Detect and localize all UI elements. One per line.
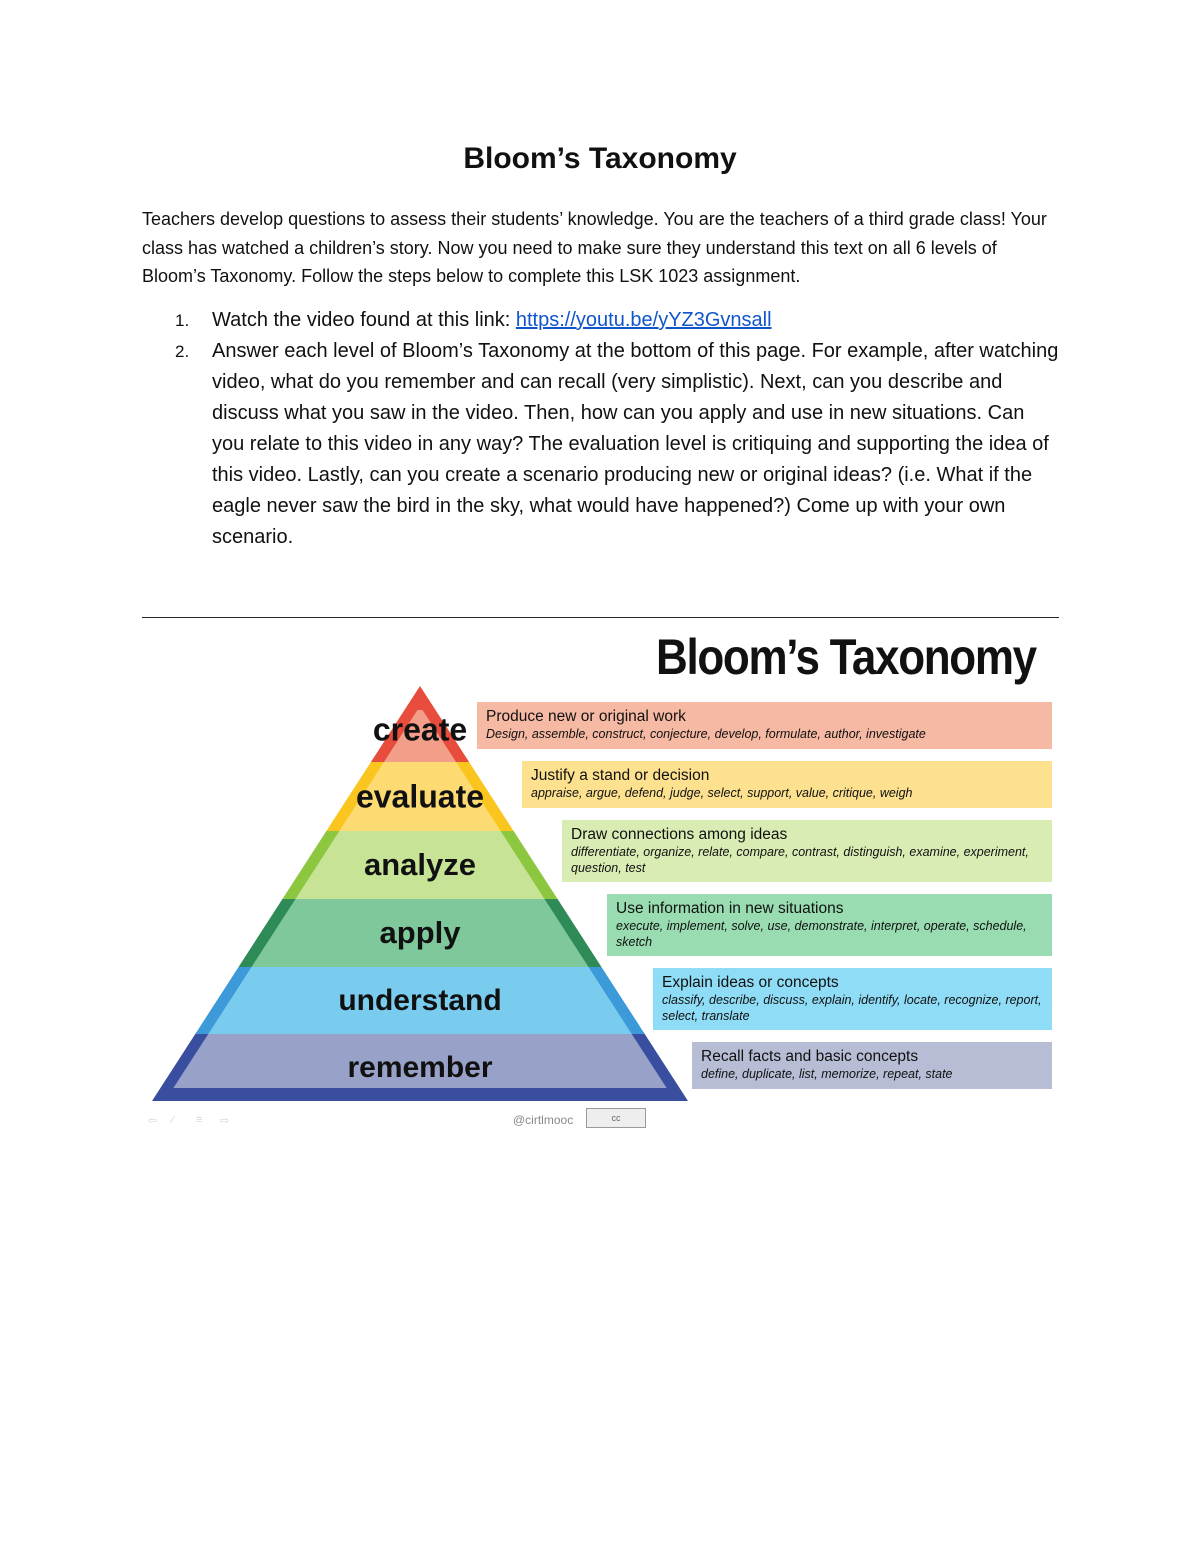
step-number: 1. xyxy=(175,311,190,330)
step-text: Watch the video found at this link: xyxy=(212,309,516,331)
pyramid-label-apply: apply xyxy=(379,915,461,950)
pen-icon: ∕ xyxy=(172,1114,174,1126)
level-verbs: Design, assemble, construct, conjecture, develop, formulate, author, investigate xyxy=(486,727,926,741)
document-title: Bloom’s Taxonomy xyxy=(463,142,737,175)
level-verbs: define, duplicate, list, memorize, repeat, state xyxy=(701,1067,953,1081)
pyramid-label-understand: understand xyxy=(338,983,502,1017)
pyramid-label-create: create xyxy=(372,711,468,748)
level-verbs: appraise, argue, defend, judge, select, support, value, critique, weigh xyxy=(531,786,913,800)
pyramid-label-remember: remember xyxy=(347,1050,493,1084)
menu-icon: ≡ xyxy=(196,1114,203,1126)
step-text: Answer each level of Bloom’s Taxonomy at the bottom of this page. For example, after watching video, what do you remember and can recall (very simplistic). Next, can you describe and discuss what you saw in the video. Then, how can you apply and use in new situations. Can you relate to this video in any way? The evaluation level is critiquing and supporting the idea of this video. Lastly, can you create a scenario producing new or original ideas? (i.e. What if the eagle never saw the bird in the sky, what would have happened?) Come up with your own scenario. xyxy=(212,340,1059,548)
level-heading: Produce new or original work xyxy=(486,708,686,725)
level-box-evaluate xyxy=(522,761,1052,808)
level-box-create xyxy=(477,702,1052,749)
level-heading: Draw connections among ideas xyxy=(571,826,788,843)
level-verbs: classify, describe, discuss, explain, identify, locate, recognize, report, select, translate xyxy=(662,993,1042,1023)
level-heading: Recall facts and basic concepts xyxy=(701,1048,919,1065)
forward-arrow-icon: ⇨ xyxy=(220,1115,230,1127)
level-heading: Explain ideas or concepts xyxy=(662,974,839,991)
level-verbs: differentiate, organize, relate, compare, contrast, distinguish, examine, experiment, question, test xyxy=(571,845,1029,875)
cc-license-icon: cc xyxy=(586,1108,646,1128)
step-number: 2. xyxy=(175,342,190,361)
figure-title: Bloom’s Taxonomy xyxy=(656,629,1036,685)
level-heading: Use information in new situations xyxy=(616,900,844,917)
pyramid-label-evaluate: evaluate xyxy=(355,778,485,814)
video-link[interactable]: https://youtu.be/yYZ3Gvnsall xyxy=(515,309,772,331)
level-box-understand xyxy=(653,968,1052,1030)
level-box-remember xyxy=(692,1042,1052,1089)
level-heading: Justify a stand or decision xyxy=(531,767,710,784)
level-box-apply xyxy=(607,894,1052,956)
figure-credit: @cirtlmooc xyxy=(513,1113,574,1127)
level-box-analyze xyxy=(562,820,1052,882)
pyramid-label-analyze: analyze xyxy=(363,847,477,882)
back-arrow-icon: ⇦ xyxy=(148,1115,158,1127)
level-verbs: execute, implement, solve, use, demonstrate, interpret, operate, schedule, sketch xyxy=(616,919,1027,949)
intro-paragraph: Teachers develop questions to assess their students’ knowledge. You are the teachers of a third grade class! Your class has watched a children’s story. Now you need to make sure they understand this text on all 6 levels of Bloom’s Taxonomy. Follow the steps below to complete this LSK 1023 assignment. xyxy=(142,209,1047,286)
